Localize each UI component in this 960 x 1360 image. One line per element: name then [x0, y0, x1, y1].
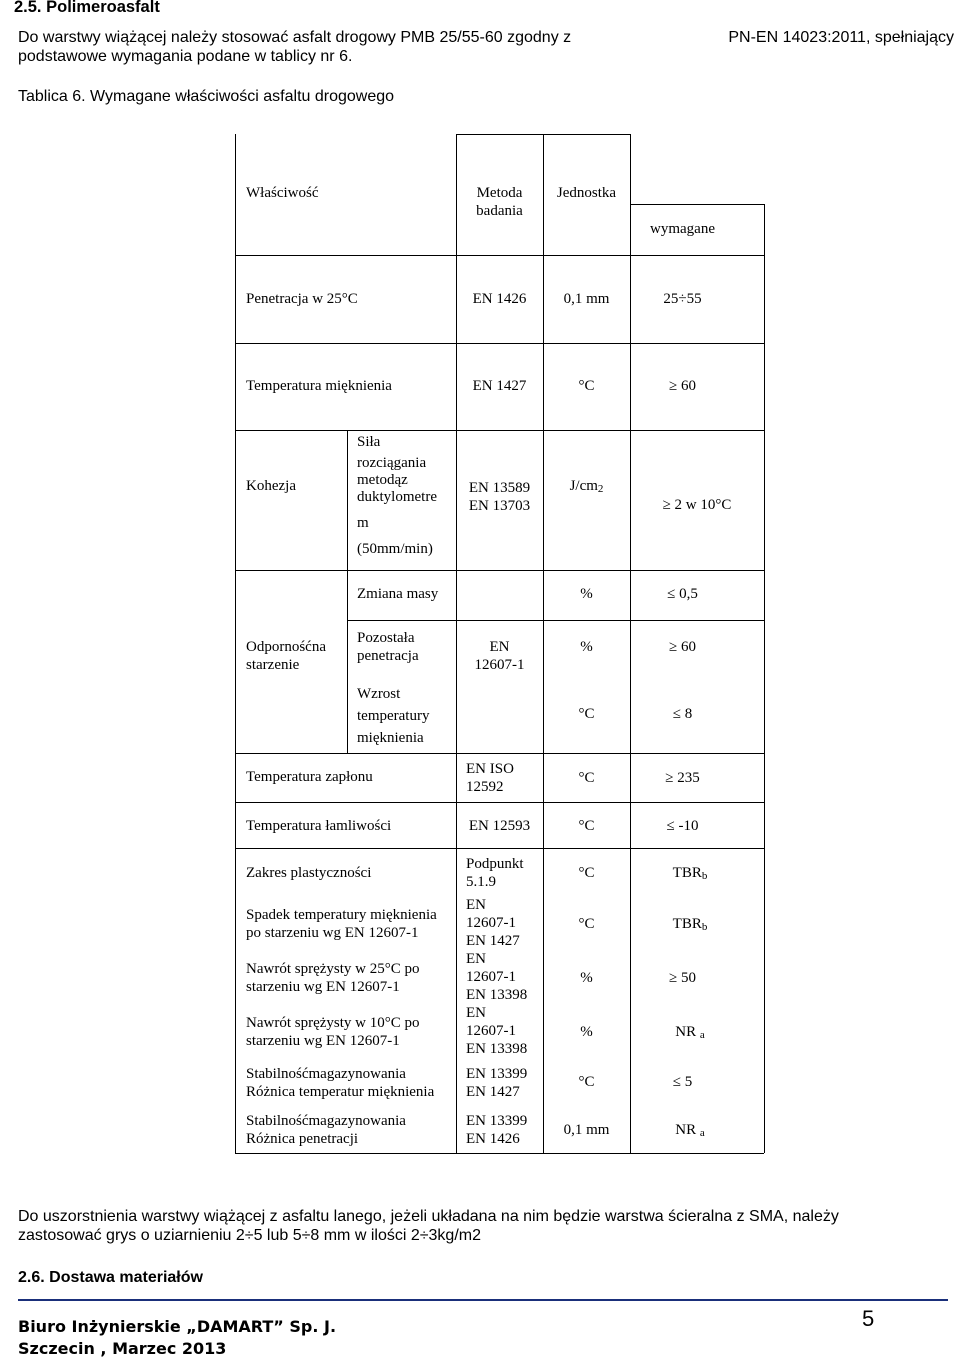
row-softening-value: ≥ 60	[669, 378, 696, 394]
row-fraass-name: Temperatura łamliwości	[246, 818, 392, 834]
softdrop-value-footnote: b	[701, 921, 708, 933]
cohesion-detail-line: metodąz	[357, 472, 408, 488]
next-section-title: 2.6. Dostawa materiałów	[18, 1269, 203, 1286]
residual-name-line1: Pozostała	[357, 630, 415, 646]
intro-paragraph	[18, 28, 954, 66]
table-rule	[235, 848, 764, 849]
table-rule	[235, 430, 764, 431]
row-storage-temp-value: ≤ 5	[672, 1074, 693, 1090]
row-recovery25-unit: %	[580, 970, 593, 986]
row-aging-method	[456, 638, 543, 674]
row-storage-temp-method	[466, 1065, 527, 1101]
row-flash-method	[466, 760, 514, 796]
row-flash-name: Temperatura zapłonu	[246, 769, 373, 785]
row-cohesion-detail	[357, 434, 437, 558]
row-fraass-value: ≤ -10	[666, 818, 699, 834]
flash-method-line2: 12592	[466, 779, 504, 795]
storage-pen-name-line2: Różnica penetracji	[246, 1131, 359, 1147]
row-softdrop-method	[466, 896, 520, 950]
row-penetration-value: 25÷55	[663, 291, 702, 307]
row-recovery10-value	[630, 1023, 750, 1044]
footer-rule	[18, 1299, 948, 1301]
cohesion-detail-line: Siła	[357, 434, 381, 450]
intro-text-part1: Do warstwy wiążącej należy stosować asfalt drogowy PMB 25/55-60 zgodny z	[18, 29, 572, 46]
table-rule	[347, 620, 764, 621]
row-plastic-unit: °C	[578, 865, 595, 881]
header-required: wymagane	[650, 221, 715, 237]
storage-temp-method-line2: EN 1427	[466, 1084, 520, 1100]
recovery25-method-line1: EN	[466, 951, 486, 967]
row-plastic-method	[466, 855, 524, 891]
row-aging-name	[246, 638, 326, 674]
plastic-method-line1: Podpunkt	[466, 856, 524, 872]
row-aging-residual-unit: %	[580, 639, 593, 655]
cohesion-method-line2: EN 13703	[468, 498, 531, 514]
softdrop-method-line3: EN 1427	[466, 933, 520, 949]
footer-place-date: Szczecin , Marzec 2013	[18, 1339, 227, 1358]
row-recovery10-name	[246, 1014, 419, 1050]
cohesion-detail-line: rozciągania	[357, 455, 427, 471]
intro-text-line2: podstawowe wymagania podane w tablicy nr 6.	[18, 48, 353, 65]
cohesion-detail-line: m	[357, 515, 369, 531]
softdrop-name-line2: po starzeniu wg EN 12607-1	[246, 925, 419, 941]
recovery10-method-line1: EN	[466, 1005, 486, 1021]
row-softdrop-unit: °C	[578, 916, 595, 932]
section-title: 2.5. Polimeroasfalt	[14, 0, 160, 16]
row-penetration-method: EN 1426	[472, 291, 527, 307]
row-aging-residual-name	[357, 629, 419, 665]
storage-temp-name-line2: Różnica temperatur mięknienia	[246, 1084, 435, 1100]
row-plastic-value	[630, 864, 750, 885]
recovery10-name-line1: Nawrót sprężysty w 10°C po	[246, 1015, 420, 1031]
table-rule	[347, 430, 348, 753]
residual-name-line2: penetracja	[357, 648, 419, 664]
table-rule	[235, 753, 764, 754]
softdrop-method-line2: 12607-1	[466, 915, 516, 931]
row-cohesion-value: ≥ 2 w 10°C	[662, 497, 732, 513]
row-plastic-name: Zakres plastyczności	[246, 865, 372, 881]
recovery10-name-line2: starzeniu wg EN 12607-1	[246, 1033, 400, 1049]
row-aging-softrise-unit: °C	[578, 706, 595, 722]
table-rule	[630, 204, 764, 205]
table-rule	[235, 255, 764, 256]
header-property: Właściwość	[246, 185, 319, 201]
softdrop-name-line1: Spadek temperatury mięknienia	[246, 907, 437, 923]
row-penetration-unit: 0,1 mm	[563, 291, 610, 307]
storage-pen-value-footnote: a	[699, 1127, 705, 1139]
row-flash-value: ≥ 235	[665, 770, 700, 786]
row-aging-softrise-value: ≤ 8	[672, 706, 693, 722]
softdrop-method-line1: EN	[466, 897, 486, 913]
plastic-value-text: TBR	[672, 865, 702, 881]
cohesion-detail-line: duktylometre	[357, 489, 437, 505]
plastic-method-line2: 5.1.9	[466, 874, 496, 890]
softrise-name-line1: Wzrost	[357, 686, 401, 702]
row-storage-pen-value	[630, 1121, 750, 1142]
row-softdrop-name	[246, 906, 437, 942]
after-table-line1: Do uszorstnienia warstwy wiążącej z asfaltu lanego, jeżeli układana na nim będzie warstwa ścieralna z SMA, należy	[18, 1208, 839, 1225]
row-fraass-method: EN 12593	[468, 818, 531, 834]
header-method-line2: badania	[476, 203, 523, 219]
header-method	[456, 184, 543, 220]
table-rule	[764, 204, 765, 1153]
softrise-name-line3: mięknienia	[357, 730, 424, 746]
row-cohesion-unit	[543, 477, 630, 498]
row-cohesion-name: Kohezja	[246, 478, 296, 494]
footer-company: Biuro Inżynierskie „DAMART” Sp. J.	[18, 1317, 337, 1336]
aging-method-line2: 12607-1	[474, 657, 525, 673]
row-penetration-name: Penetracja w 25°C	[246, 291, 358, 307]
table-rule	[235, 343, 764, 344]
recovery25-method-line2: 12607-1	[466, 969, 516, 985]
storage-pen-method-line1: EN 13399	[466, 1113, 528, 1129]
row-aging-residual-value: ≥ 60	[669, 639, 696, 655]
recovery25-name-line2: starzeniu wg EN 12607-1	[246, 979, 400, 995]
row-softening-unit: °C	[578, 378, 595, 394]
row-aging-mass-unit: %	[580, 586, 593, 602]
storage-temp-method-line1: EN 13399	[466, 1066, 528, 1082]
table-caption: Tablica 6. Wymagane właściwości asfaltu drogowego	[18, 88, 395, 105]
aging-name-line2: starzenie	[246, 657, 300, 673]
table-rule	[235, 802, 764, 803]
storage-pen-method-line2: EN 1426	[466, 1131, 520, 1147]
softdrop-value-text: TBR	[672, 916, 702, 932]
storage-pen-name-line1: Stabilnośćmagazynowania	[246, 1113, 406, 1129]
row-storage-temp-unit: °C	[578, 1074, 595, 1090]
page-number: 5	[862, 1306, 875, 1331]
row-aging-mass-name: Zmiana masy	[357, 586, 439, 602]
row-softening-name: Temperatura mięknienia	[246, 378, 392, 394]
storage-pen-value-text: NR	[675, 1122, 697, 1138]
aging-method-line1: EN	[489, 639, 510, 655]
header-method-line1: Metoda	[476, 185, 523, 201]
recovery25-name-line1: Nawrót sprężysty w 25°C po	[246, 961, 420, 977]
cohesion-unit-exponent: 2	[597, 483, 604, 495]
after-table-line2: zastosować grys o uziarnieniu 2÷5 lub 5÷8 mm w ilości 2÷3kg/m2	[18, 1227, 481, 1244]
aging-name-line1: Odpornośćna	[246, 639, 326, 655]
row-softdrop-value	[630, 915, 750, 936]
recovery10-value-text: NR	[675, 1024, 697, 1040]
row-recovery25-name	[246, 960, 419, 996]
plastic-value-footnote: b	[701, 870, 708, 882]
cohesion-unit-text: J/cm	[569, 478, 598, 494]
recovery10-method-line2: 12607-1	[466, 1023, 516, 1039]
cohesion-method-line1: EN 13589	[468, 480, 531, 496]
row-recovery25-method	[466, 950, 527, 1004]
row-storage-pen-unit: 0,1 mm	[563, 1122, 610, 1138]
recovery10-value-footnote: a	[699, 1029, 705, 1041]
row-recovery25-value: ≥ 50	[669, 970, 696, 986]
cohesion-detail-line: (50mm/min)	[357, 541, 433, 557]
row-storage-temp-name	[246, 1065, 434, 1101]
row-recovery10-unit: %	[580, 1024, 593, 1040]
row-aging-mass-value: ≤ 0,5	[667, 586, 698, 602]
row-cohesion-method	[456, 479, 543, 515]
softrise-name-line2: temperatury	[357, 708, 430, 724]
intro-text-part2: PN-EN 14023:2011, spełniający	[728, 29, 954, 46]
after-table-paragraph	[18, 1207, 958, 1245]
table-rule	[235, 1153, 764, 1154]
header-unit: Jednostka	[556, 185, 617, 201]
recovery10-method-line3: EN 13398	[466, 1041, 528, 1057]
row-recovery10-method	[466, 1004, 527, 1058]
row-aging-softrise-name	[357, 683, 429, 749]
row-fraass-unit: °C	[578, 818, 595, 834]
table-rule	[235, 570, 764, 571]
flash-method-line1: EN ISO	[466, 761, 514, 777]
row-storage-pen-method	[466, 1112, 527, 1148]
row-storage-pen-name	[246, 1112, 406, 1148]
recovery25-method-line3: EN 13398	[466, 987, 528, 1003]
row-softening-method: EN 1427	[472, 378, 527, 394]
table-rule	[235, 134, 236, 1153]
storage-temp-name-line1: Stabilnośćmagazynowania	[246, 1066, 406, 1082]
row-flash-unit: °C	[578, 770, 595, 786]
